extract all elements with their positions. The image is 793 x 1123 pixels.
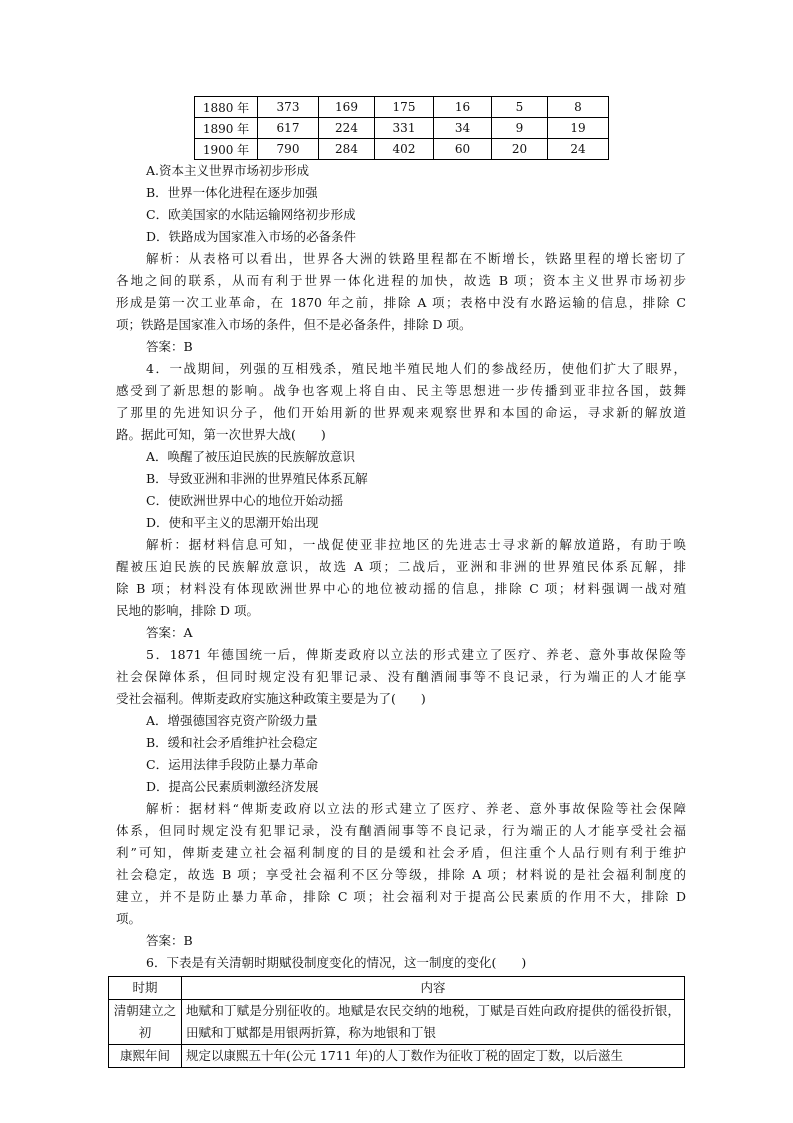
table-cell: 169 — [319, 97, 375, 118]
option-c: C．运用法律手段防止暴力革命 — [146, 757, 319, 772]
option-d: D．铁路成为国家准入市场的必备条件 — [146, 229, 357, 244]
table-cell: 16 — [434, 97, 492, 118]
tax-system-table — [108, 976, 685, 1068]
option-d: D．提高公民素质刺激经济发展 — [146, 779, 319, 794]
answer: 答案：B — [146, 339, 193, 354]
option-a: A．唤醒了被压迫民族的民族解放意识 — [146, 449, 356, 464]
table-cell: 373 — [258, 97, 319, 118]
analysis-line: 利”可知，俾斯麦建立社会福利制度的目的是缓和社会矛盾，但注重个人品行则有利于维护 — [116, 845, 686, 860]
table-cell: 9 — [492, 118, 548, 139]
analysis-line: 民地的影响，排除 D 项。 — [116, 603, 259, 618]
analysis-line: 建立，并不是防止暴力革命，排除 C 项；社会福利对于提高公民素质的作用不大，排除 D — [116, 889, 686, 904]
table-cell: 790 — [258, 139, 319, 160]
analysis-line: 各地之间的联系，从而有利于世界一体化进程的加快，故选 B 项；资本主义世界市场初步 — [116, 273, 686, 288]
analysis-line: 解析：据材料“俾斯麦政府以立法的形式建立了医疗、养老、意外事故保险等社会保障 — [146, 801, 686, 816]
analysis-line: 形成是第一次工业革命，在 1870 年之前，排除 A 项；表格中没有水路运输的信息，排除 C — [116, 295, 686, 310]
answer: 答案：A — [146, 625, 193, 640]
table-cell: 1900 年 — [195, 139, 258, 160]
table-cell: 8 — [548, 97, 609, 118]
question-stem-line: 社会保障体系，但同时规定没有犯罪记录、没有酗酒闹事等不良记录，行为端正的人才能享 — [116, 669, 686, 684]
table-cell: 34 — [434, 118, 492, 139]
option-b: B．缓和社会矛盾维护社会稳定 — [146, 735, 318, 750]
table-row — [195, 139, 609, 160]
table-cell: 617 — [258, 118, 319, 139]
analysis-line: 项。 — [116, 911, 142, 926]
analysis-line: 项；铁路是国家准入市场的条件，但不是必备条件，排除 D 项。 — [116, 317, 472, 332]
analysis-line: 除 B 项；材料没有体现欧洲世界中心的地位被动摇的信息，排除 C 项；材料强调一战对殖 — [116, 581, 686, 596]
table-header-cell: 时期 — [109, 977, 182, 1000]
option-c: C．欧美国家的水陆运输网络初步形成 — [146, 207, 356, 222]
question-stem-line: 6．下表是有关清朝时期赋役制度变化的情况，这一制度的变化( ) — [146, 955, 527, 970]
question-stem-line: 了那里的先进知识分子，他们开始用新的世界观来观察世界和本国的命运，寻求新的解放道 — [116, 405, 686, 420]
question-stem-line: 感受到了新思想的影响。战争也客观上将自由、民主等思想进一步传播到亚非拉各国，鼓舞 — [116, 383, 686, 398]
table-row — [195, 97, 609, 118]
table-cell: 19 — [548, 118, 609, 139]
analysis-line: 社会稳定，故选 B 项；享受社会福利不区分等级，排除 A 项；材料说的是社会福利制度的 — [116, 867, 686, 882]
question-stem-line: 路。据此可知，第一次世界大战( ) — [116, 427, 326, 442]
option-a: A．增强德国容克资产阶级力量 — [146, 713, 318, 728]
answer: 答案：B — [146, 933, 193, 948]
option-d: D．使和平主义的思潮开始出现 — [146, 515, 319, 530]
question-stem-line: 受社会福利。俾斯麦政府实施这种政策主要是为了( ) — [116, 691, 426, 706]
table-cell: 175 — [375, 97, 434, 118]
question-stem-line: 5．1871 年德国统一后，俾斯麦政府以立法的形式建立了医疗、养老、意外事故保险等 — [146, 647, 686, 662]
analysis-line: 体系，但同时规定没有犯罪记录，没有酗酒闹事等不良记录，行为端正的人才能享受社会福 — [116, 823, 686, 838]
analysis-line: 解析：据材料信息可知，一战促使亚非拉地区的先进志士寻求新的解放道路，有助于唤 — [146, 537, 686, 552]
table-cell: 224 — [319, 118, 375, 139]
option-a: A.资本主义世界市场初步形成 — [146, 163, 310, 178]
table-cell: 402 — [375, 139, 434, 160]
table-cell: 1880 年 — [195, 97, 258, 118]
table-cell: 规定以康熙五十年(公元 1711 年)的人丁数作为征收丁税的固定丁数，以后滋生 — [182, 1045, 685, 1068]
table-header-row — [109, 977, 685, 1000]
analysis-line: 醒被压迫民族的民族解放意识，故选 A 项；二战后，亚洲和非洲的世界殖民体系瓦解，排 — [116, 559, 686, 574]
table-cell: 康熙年间 — [109, 1045, 182, 1068]
table-header-cell: 内容 — [182, 977, 685, 1000]
option-b: B．世界一体化进程在逐步加强 — [146, 185, 318, 200]
table-cell: 1890 年 — [195, 118, 258, 139]
table-cell: 24 — [548, 139, 609, 160]
table-cell: 331 — [375, 118, 434, 139]
option-b: B．导致亚洲和非洲的世界殖民体系瓦解 — [146, 471, 368, 486]
table-cell: 清朝建立之初 — [109, 1000, 182, 1045]
railway-mileage-table — [194, 96, 609, 160]
table-cell: 284 — [319, 139, 375, 160]
table-row — [195, 118, 609, 139]
table-row — [109, 1045, 685, 1068]
question-stem-line: 4．一战期间，列强的互相残杀，殖民地半殖民地人们的参战经历，使他们扩大了眼界， — [146, 361, 686, 376]
table-cell: 60 — [434, 139, 492, 160]
table-cell: 20 — [492, 139, 548, 160]
analysis-line: 解析：从表格可以看出，世界各大洲的铁路里程都在不断增长，铁路里程的增长密切了 — [146, 251, 686, 266]
table-row — [109, 1000, 685, 1045]
table-cell: 5 — [492, 97, 548, 118]
option-c: C．使欧洲世界中心的地位开始动摇 — [146, 493, 344, 508]
table-cell: 地赋和丁赋是分别征收的。地赋是农民交纳的地税，丁赋是百姓向政府提供的徭役折银，田赋和丁赋都是用银两折算，称为地银和丁银 — [182, 1000, 685, 1045]
